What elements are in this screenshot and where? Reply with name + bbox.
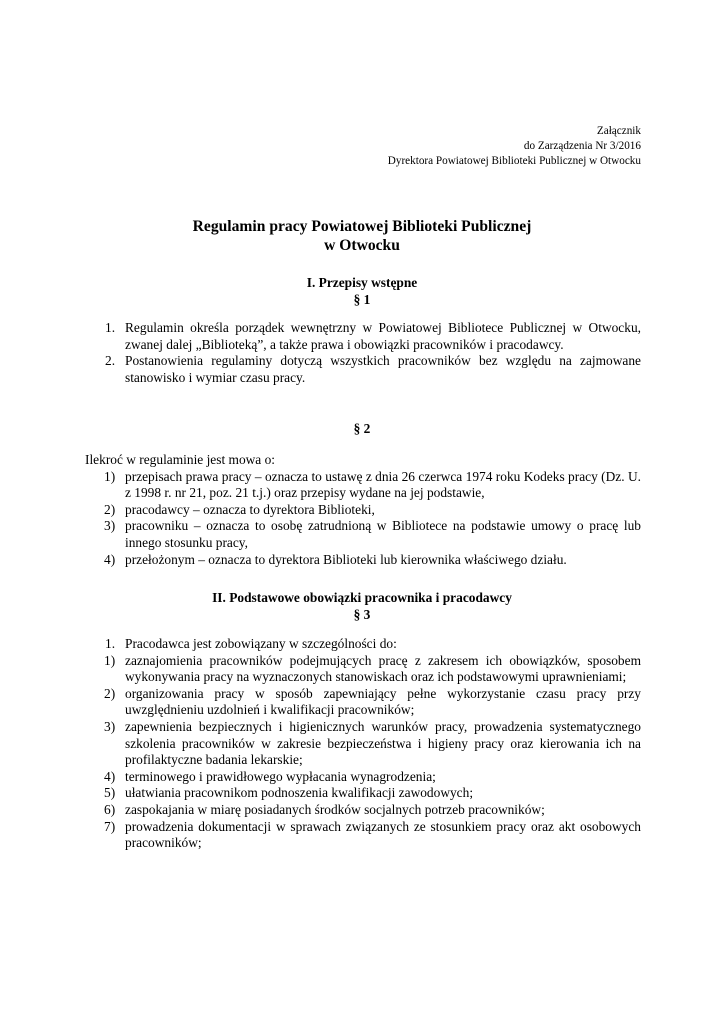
list-item-text: Pracodawca jest zobowiązany w szczególności do:	[125, 636, 397, 651]
list-item-number: 1.	[105, 320, 116, 335]
list-item-text: prowadzenia dokumentacji w sprawach związanych ze stosunkiem pracy oraz akt osobowych pracowników;	[125, 818, 641, 851]
list-item-number: 2)	[104, 501, 116, 517]
section-1-list	[85, 320, 641, 386]
list-item-text: przełożonym – oznacza to dyrektora Biblioteki lub kierownika właściwego działu.	[125, 551, 567, 567]
list-item-text: przepisach prawa pracy – oznacza to ustawę z dnia 26 czerwca 1974 roku Kodeks pracy (Dz. U. z 1998 r. nr 21, poz. 21 t.j.) oraz przepisy wydane na jej podstawie,	[125, 468, 641, 501]
list-item-text: pracowniku – oznacza to osobę zatrudnioną w Bibliotece na podstawie umowy o pracę lub innego stosunku pracy,	[125, 518, 641, 550]
list-item-text: zapewnienia bezpiecznych i higienicznych warunków pracy, prowadzenia systematycznego szkolenia pracowników w zakresie bezpieczeństwa i higieny pracy oraz kierowania ich na profilaktyczne badania lekarskie;	[125, 718, 641, 768]
section-3-paragraph-mark: § 3	[353, 607, 371, 622]
list-item	[85, 469, 641, 502]
annex-line-2: do Zarządzenia Nr 3/2016	[523, 140, 641, 152]
list-item	[85, 518, 641, 551]
list-item	[85, 502, 641, 519]
section-2-heading	[0, 420, 724, 437]
list-item-number: 1)	[104, 652, 116, 668]
list-item-text: zaznajomienia pracowników podejmujących pracę z zakresem ich obowiązków, sposobem wykonywania pracy na wyznaczonych stanowiskach oraz ich podstawowymi uprawnieniami;	[125, 652, 641, 685]
list-item	[85, 802, 641, 819]
list-item	[85, 769, 641, 786]
list-item	[85, 819, 641, 852]
list-item-number: 2)	[104, 685, 116, 701]
list-item-number: 6)	[104, 801, 116, 817]
list-item-text: ułatwiania pracownikom podnoszenia kwalifikacji zawodowych;	[125, 785, 474, 801]
annex-note	[388, 124, 641, 169]
section-2-list	[85, 452, 641, 568]
list-item-text: terminowego i prawidłowego wypłacania wynagrodzenia;	[125, 768, 436, 784]
section-2-paragraph-mark: § 2	[353, 421, 371, 436]
title-line-1: Regulamin pracy Powiatowej Biblioteki Publicznej	[192, 218, 532, 235]
list-item-number: 3)	[104, 518, 116, 534]
section-3-heading	[0, 589, 724, 623]
list-item-number: 3)	[104, 718, 116, 734]
list-item	[85, 320, 641, 353]
list-item-text: Postanowienia regulaminy dotyczą wszystkich pracowników bez względu na zajmowane stanowisko i wymiar czasu pracy.	[125, 353, 641, 385]
list-item	[85, 785, 641, 802]
list-item	[85, 353, 641, 386]
document-title	[0, 217, 724, 255]
list-item-text: zaspokajania w miarę posiadanych środków socjalnych potrzeb pracowników;	[125, 801, 545, 817]
list-item-number: 2.	[105, 353, 116, 369]
list-item	[85, 653, 641, 686]
list-item-number: 1)	[104, 468, 116, 484]
list-item-number: 4)	[104, 768, 116, 784]
annex-line-3: Dyrektora Powiatowej Biblioteki Publicznej w Otwocku	[387, 155, 641, 167]
section-3-title: II. Podstawowe obowiązki pracownika i pracodawcy	[212, 590, 512, 605]
list-item-lead	[85, 636, 641, 653]
list-item-text: Regulamin określa porządek wewnętrzny w Powiatowej Bibliotece Publicznej w Otwocku, zwanej dalej „Biblioteką”, a także prawa i obowiązki pracowników i pracodawcy.	[125, 320, 641, 352]
annex-line-1: Załącznik	[596, 125, 641, 137]
list-item-text: organizowania pracy w sposób zapewniający pełne wykorzystanie czasu pracy przy uwzględnieniu uzdolnień i kwalifikacji pracowników;	[125, 685, 641, 718]
list-item-text: pracodawcy – oznacza to dyrektora Biblioteki,	[125, 501, 375, 517]
section-1-heading	[0, 274, 724, 308]
section-1-title: I. Przepisy wstępne	[306, 275, 418, 290]
list-item	[85, 686, 641, 719]
list-item	[85, 719, 641, 769]
section-1-paragraph-mark: § 1	[353, 292, 371, 307]
title-line-2: w Otwocku	[324, 237, 400, 254]
list-item-number: 5)	[104, 785, 116, 801]
section-2-intro: Ilekroć w regulaminie jest mowa o:	[85, 452, 276, 467]
list-item-number: 7)	[104, 818, 116, 834]
list-item-number: 1.	[105, 636, 116, 651]
section-3-list	[85, 636, 641, 852]
list-item	[85, 552, 641, 569]
list-item-number: 4)	[104, 551, 116, 567]
